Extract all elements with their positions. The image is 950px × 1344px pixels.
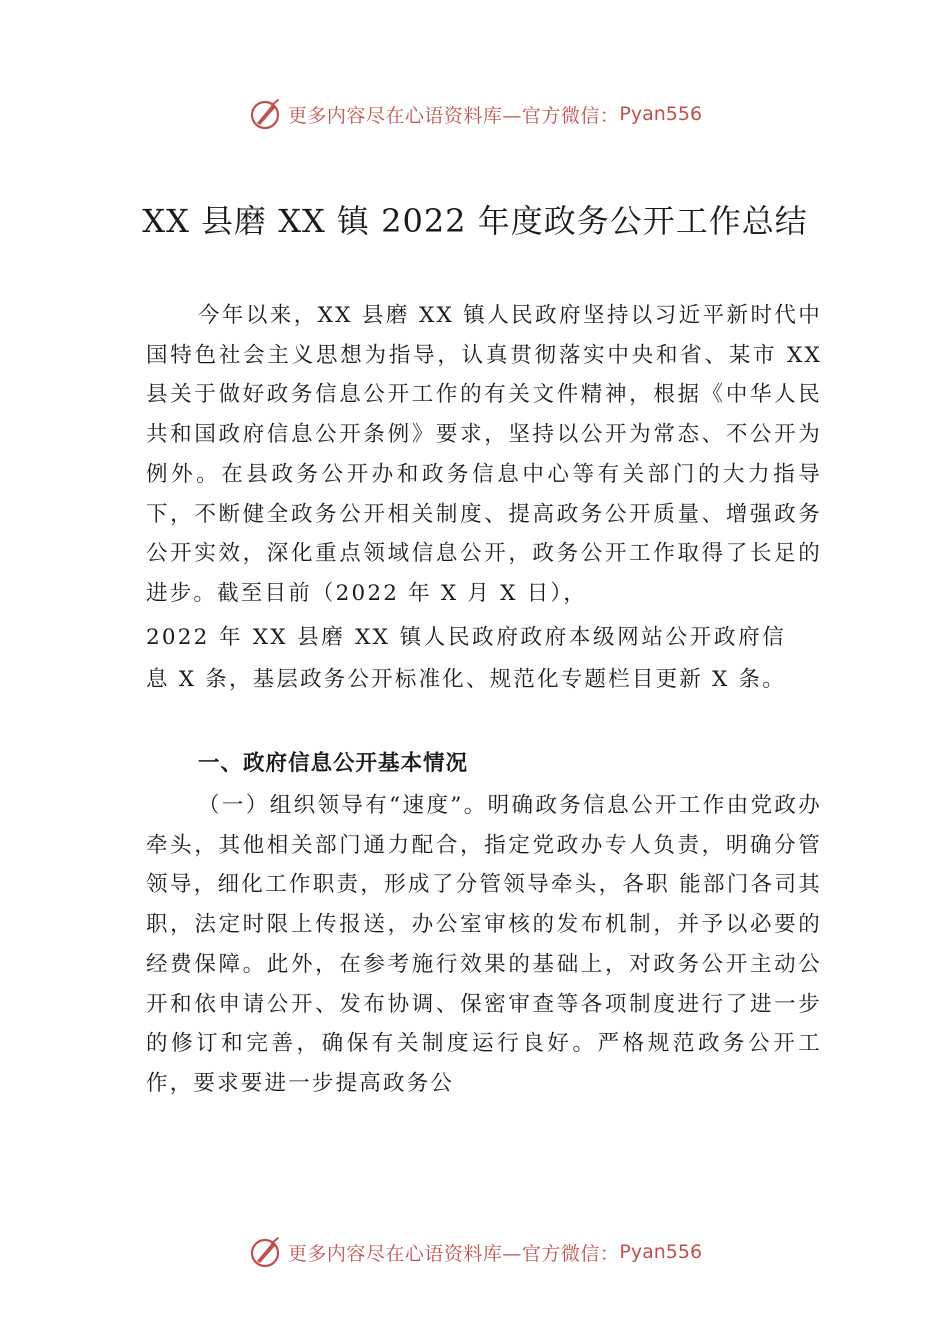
paragraph-intro-continued: 2022 年 XX 县磨 XX 镇人民政府政府本级网站公开政府信息 X 条，基层政务公开标准化、规范化专题栏目更新 X 条。 [146,625,786,692]
paragraph-organization: （一）组织领导有“速度”。明确政务信息公开工作由党政办牵头，其他相关部门通力配合，指定党政办专人负责，明确分管领导，细化工作职责，形成了分管领导牵头，各职 能部门各司其职，法定时限上传报送，办公室审核的发布机制，并予以必要的经费保障。此外，在参考施行效果的基础上，对政务公开主动公开和依申请公开、发布协调、保密审查等各项制度进行了进一步的修订和完善，确保有关制度运行良好。严格规范政务公开工作，要求要进一步提高政务公 [146,793,822,1096]
quill-logo-icon [248,97,282,131]
banner-wechat-id: Pyan556 [619,103,703,125]
document-title: XX 县磨 XX 镇 2022 年度政务公开工作总结 [142,202,808,240]
banner-wechat-id: Pyan556 [619,1241,703,1263]
banner-text: 更多内容尽在心语资料库—官方微信： [287,104,620,127]
paragraph-intro: 今年以来，XX 县磨 XX 镇人民政府坚持以习近平新时代中国特色社会主义思想为指导，认真贯彻落实中央和省、某市 XX 县关于做好政务信息公开工作的有关文件精神，根据《中华人民共和国政府信息公开条例》要求，坚持以公开为常态、不公开为例外。在县政务公开办和政务信息中心等有关部门的大力指导下，不断健全政务公开相关制度、提高政务公开质量、增强政务公开实效，深化重点领域信息公开，政务公开工作取得了长足的进步。截至目前（2022 年 X 月 X 日）， [146,303,822,606]
footer-banner [0,1232,950,1272]
quill-logo-icon [248,1235,282,1269]
banner-text: 更多内容尽在心语资料库—官方微信： [287,1242,620,1265]
section-heading: 一、政府信息公开基本情况 [198,751,469,776]
header-banner [0,94,950,134]
